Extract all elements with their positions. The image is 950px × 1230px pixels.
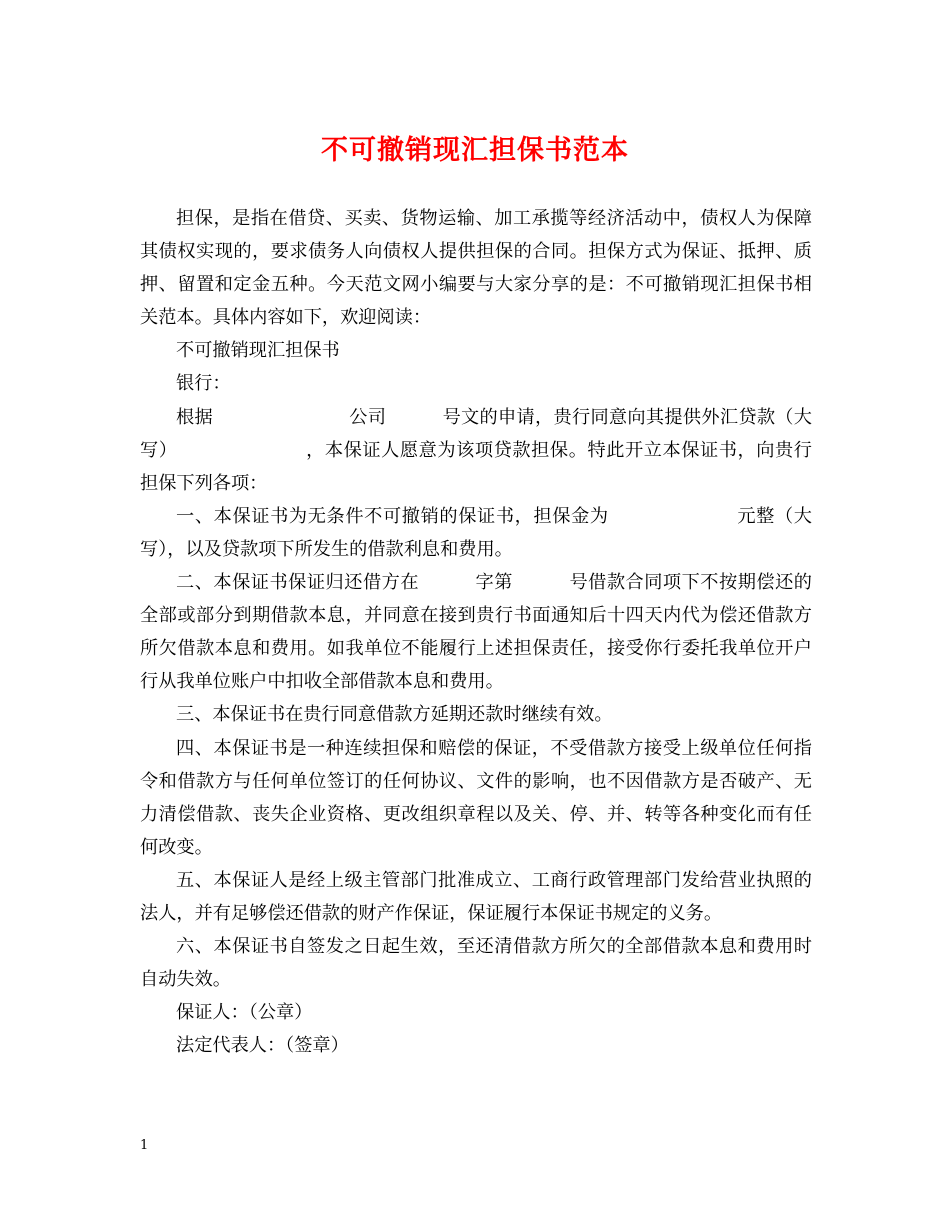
clause-5: 五、本保证人是经上级主管部门批准成立、工商行政管理部门发给营业执照的法人，并有足够偿还借款的财产作保证，保证履行本保证书规定的义务。 bbox=[140, 869, 812, 924]
document-heading: 不可撤销现汇担保书 bbox=[176, 340, 340, 362]
document-title: 不可撤销现汇担保书范本 bbox=[321, 135, 629, 166]
clause-2-text-c: 号借款合同项下不按期偿还的全部或部分到期借款本息，并同意在接到贵行书面通知后十四天内代为偿还借款方所欠借款本息和费用。如我单位不能履行上述担保责任，接受你行委托我单位开户行从我单位账户中扣收全部借款本息和费用。 bbox=[140, 572, 812, 693]
application-text-a: 根据 bbox=[176, 406, 213, 428]
bank-line: 银行： bbox=[176, 373, 231, 395]
application-text-b: 公司 bbox=[348, 406, 387, 428]
application-text-d: ，本保证人愿意为该项贷款担保。特此开立本保证书，向贵行担保下列各项： bbox=[140, 439, 812, 494]
clause-1 bbox=[140, 500, 812, 566]
clause-2 bbox=[140, 566, 812, 698]
clause-3: 三、本保证书在贵行同意借款方延期还款时继续有效。 bbox=[176, 704, 613, 726]
clause-1-text-a: 一、本保证书为无条件不可撤销的保证书，担保金为 bbox=[176, 505, 609, 527]
clause-1-text-b: 元整（大写），以及贷款项下所发生的借款利息和费用。 bbox=[140, 505, 812, 560]
legal-representative-line: 法定代表人：（签章） bbox=[176, 1035, 349, 1057]
page-number: 1 bbox=[140, 1138, 149, 1153]
guarantor-signature-line: 保证人：（公章） bbox=[176, 1002, 313, 1024]
application-paragraph bbox=[140, 401, 812, 500]
clause-6: 六、本保证书自签发之日起生效，至还清借款方所欠的全部借款本息和费用时自动失效。 bbox=[140, 936, 812, 991]
document-body bbox=[140, 202, 812, 1062]
clause-2-text-a: 二、本保证书保证归还借方在 bbox=[176, 572, 420, 594]
clause-4: 四、本保证书是一种连续担保和赔偿的保证，不受借款方接受上级单位任何指令和借款方与任何单位签订的任何协议、文件的影响，也不因借款方是否破产、无力清偿借款、丧失企业资格、更改组织章程以及关、停、并、转等各种变化而有任何改变。 bbox=[140, 737, 812, 858]
clause-2-text-b: 字第 bbox=[475, 572, 513, 594]
application-text-c: 号文的申请，贵行同意向其提供外汇贷款（大写） bbox=[140, 406, 812, 461]
intro-paragraph: 担保，是指在借贷、买卖、货物运输、加工承揽等经济活动中，债权人为保障其债权实现的，要求债务人向债权人提供担保的合同。担保方式为保证、抵押、质押、留置和定金五种。今天范文网小编要与大家分享的是：不可撤销现汇担保书相关范本。具体内容如下，欢迎阅读： bbox=[140, 208, 812, 329]
